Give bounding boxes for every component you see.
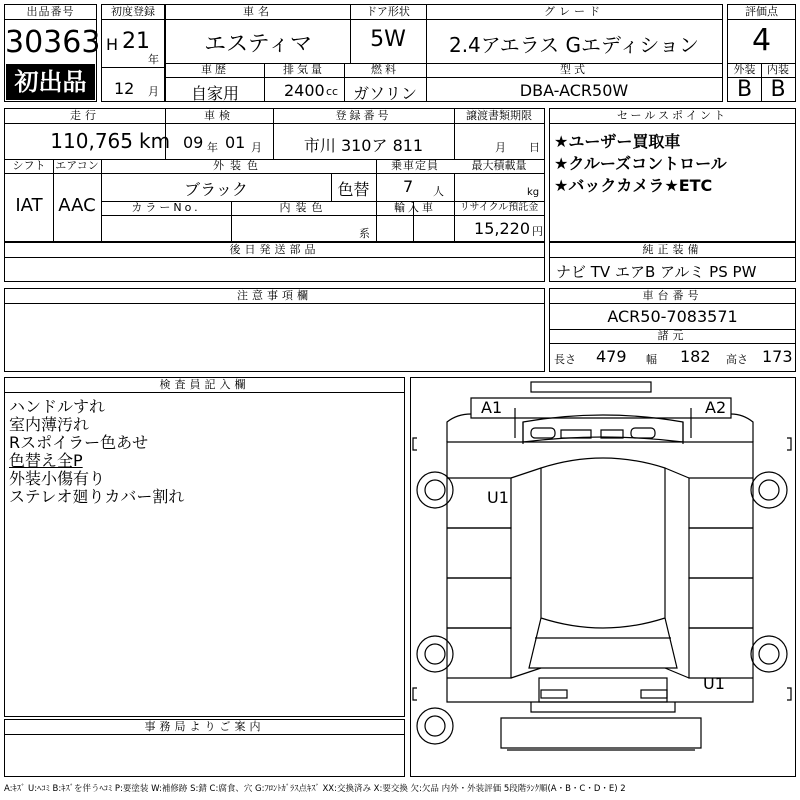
transfer-deadline-header: 譲渡書類期限 (466, 109, 532, 122)
details-table (4, 108, 545, 242)
interior-header: 内装 (767, 63, 789, 76)
first-listing-text: 初出品 (14, 68, 87, 96)
ext-color-value: ブラック (184, 180, 248, 199)
car-name-header: 車名 (243, 5, 273, 18)
office-header: 事務局よりご案内 (5, 720, 404, 735)
sales-points-header: セールスポイント (550, 109, 795, 124)
score-box (727, 4, 796, 102)
transfer-day-unit: 日 (529, 141, 540, 154)
damage-mark-a2: A2 (705, 398, 727, 417)
first-reg-box (101, 4, 165, 102)
height-label: 高さ (726, 353, 748, 366)
chassis-box (549, 288, 796, 372)
specs-header: 諸元 (657, 329, 688, 342)
first-reg-era: H (106, 35, 119, 54)
inspection-header: 車検 (204, 109, 234, 122)
chassis-number: ACR50-7083571 (607, 307, 738, 326)
damage-mark-a1: A1 (481, 398, 503, 417)
inspector-header: 検査員記入欄 (5, 378, 404, 393)
first-reg-year-unit: 年 (148, 53, 159, 66)
notes-box (4, 288, 545, 372)
later-parts-box (4, 242, 545, 282)
genuine-equipment-box (549, 242, 796, 282)
score-header: 評価点 (728, 5, 795, 20)
max-load-unit: kg (527, 187, 540, 198)
inspector-box (4, 377, 405, 717)
displacement-unit: cc (326, 85, 339, 98)
lot-number: 30363 (5, 25, 101, 60)
fuel: ガソリン (352, 84, 417, 103)
ext-color-header: 外装色 (213, 159, 264, 172)
vehicle-info-table (165, 4, 723, 102)
grade: 2.4アエラス Gエディション (448, 33, 700, 57)
transfer-month-unit: 月 (495, 141, 506, 154)
inspector-note-5: 外装小傷有り (9, 469, 106, 488)
height-value: 173 (762, 347, 793, 366)
aircon-header: エアコン (55, 159, 99, 172)
genuine-equipment-list: ナビ TV エアB アルミ PS PW (556, 263, 757, 281)
mileage-unit: km (139, 129, 171, 153)
inspector-note-6: ステレオ廻りカバー割れ (9, 487, 185, 506)
capacity-header: 乗車定員 (391, 159, 439, 172)
shift-value: IAT (15, 195, 43, 216)
max-load-header: 最大積載量 (471, 159, 527, 172)
inspector-note-2: 室内薄汚れ (9, 415, 90, 434)
displacement-header: 排気量 (283, 63, 325, 76)
first-listing-badge (6, 64, 95, 100)
door-type: 5W (370, 27, 406, 52)
damage-legend: A:ｷｽﾞ U:ﾍｺﾐ B:ｷｽﾞを伴うﾍｺﾐ P:要塗装 W:補修跡 S:錆 C:腐食、穴 G:ﾌﾛﾝﾄｶﾞﾗｽ点ｷｽﾞ XX:交換済み X:要交換 欠:欠品 内外・外装評価 5段階ﾗﾝｸ順(A・B・C・D・E) 2 (4, 784, 626, 794)
length-label: 長さ (554, 353, 576, 366)
inspector-note-4: 色替え全P (9, 451, 83, 470)
first-reg-year: 21 (122, 29, 150, 54)
fuel-header: 燃料 (371, 63, 399, 76)
first-reg-month-unit: 月 (148, 85, 159, 98)
aircon-value: AAC (58, 195, 96, 216)
mileage-value: 110,765 (50, 129, 133, 153)
car-outline-diagram (411, 378, 795, 776)
color-no-header: カラーNo. (131, 201, 201, 214)
capacity-unit: 人 (433, 185, 444, 198)
inspection-month-unit: 月 (251, 141, 262, 154)
int-color-header: 内装色 (279, 201, 328, 214)
displacement: 2400 (284, 81, 325, 100)
shift-header: シフト (12, 159, 46, 172)
inspector-note-3: Rスポイラー色あせ (9, 433, 149, 452)
first-reg-month: 12 (114, 79, 135, 98)
registration-number: 市川 310ア 811 (303, 136, 424, 155)
inspection-month: 01 (225, 133, 246, 152)
recycle-value: 15,220 (474, 219, 530, 238)
office-box (4, 719, 405, 777)
sales-point-2: ★クルーズコントロール (554, 154, 727, 173)
grade-header: グレード (544, 5, 604, 18)
sales-point-1: ★ユーザー買取車 (554, 132, 681, 151)
damage-mark-u1-right: U1 (703, 674, 725, 693)
inspection-year-unit: 年 (207, 141, 218, 154)
genuine-equipment-header: 純正装備 (550, 243, 795, 258)
color-change-mark: 色替 (337, 180, 370, 199)
car-name: エスティマ (204, 32, 312, 57)
damage-mark-u1-left: U1 (487, 488, 509, 507)
sales-points-box (549, 108, 796, 242)
length-value: 479 (596, 347, 627, 366)
inspector-note-1: ハンドルすれ (9, 397, 106, 416)
first-reg-header: 初度登録 (102, 5, 164, 20)
vehicle-history: 自家用 (190, 84, 239, 103)
sales-point-3: ★バックカメラ★ETC (554, 176, 713, 195)
overall-score: 4 (751, 23, 772, 58)
exterior-score: B (736, 77, 753, 102)
exterior-header: 外装 (733, 63, 756, 76)
recycle-header: リサイクル預託金 (459, 202, 539, 213)
inspection-year: 09 (183, 133, 204, 152)
later-parts-header: 後日発送部品 (5, 243, 544, 258)
import-header: 輸入車 (394, 201, 436, 214)
car-diagram (410, 377, 796, 777)
lot-number-header: 出品番号 (5, 5, 96, 20)
reg-no-header: 登録番号 (335, 109, 392, 122)
capacity-value: 7 (403, 177, 414, 196)
notes-header: 注意事項欄 (5, 289, 544, 304)
width-value: 182 (680, 347, 711, 366)
mileage-header: 走行 (70, 109, 100, 122)
int-color-suffix: 系 (359, 227, 370, 240)
recycle-unit: 円 (532, 225, 543, 238)
door-header: ドア形状 (366, 5, 410, 18)
model-code: DBA-ACR50W (519, 81, 629, 100)
model-code-header: 型式 (560, 63, 588, 76)
width-label: 幅 (646, 353, 657, 366)
interior-score: B (770, 77, 786, 102)
chassis-header: 車台番号 (550, 289, 795, 304)
history-header: 車歴 (201, 63, 229, 76)
